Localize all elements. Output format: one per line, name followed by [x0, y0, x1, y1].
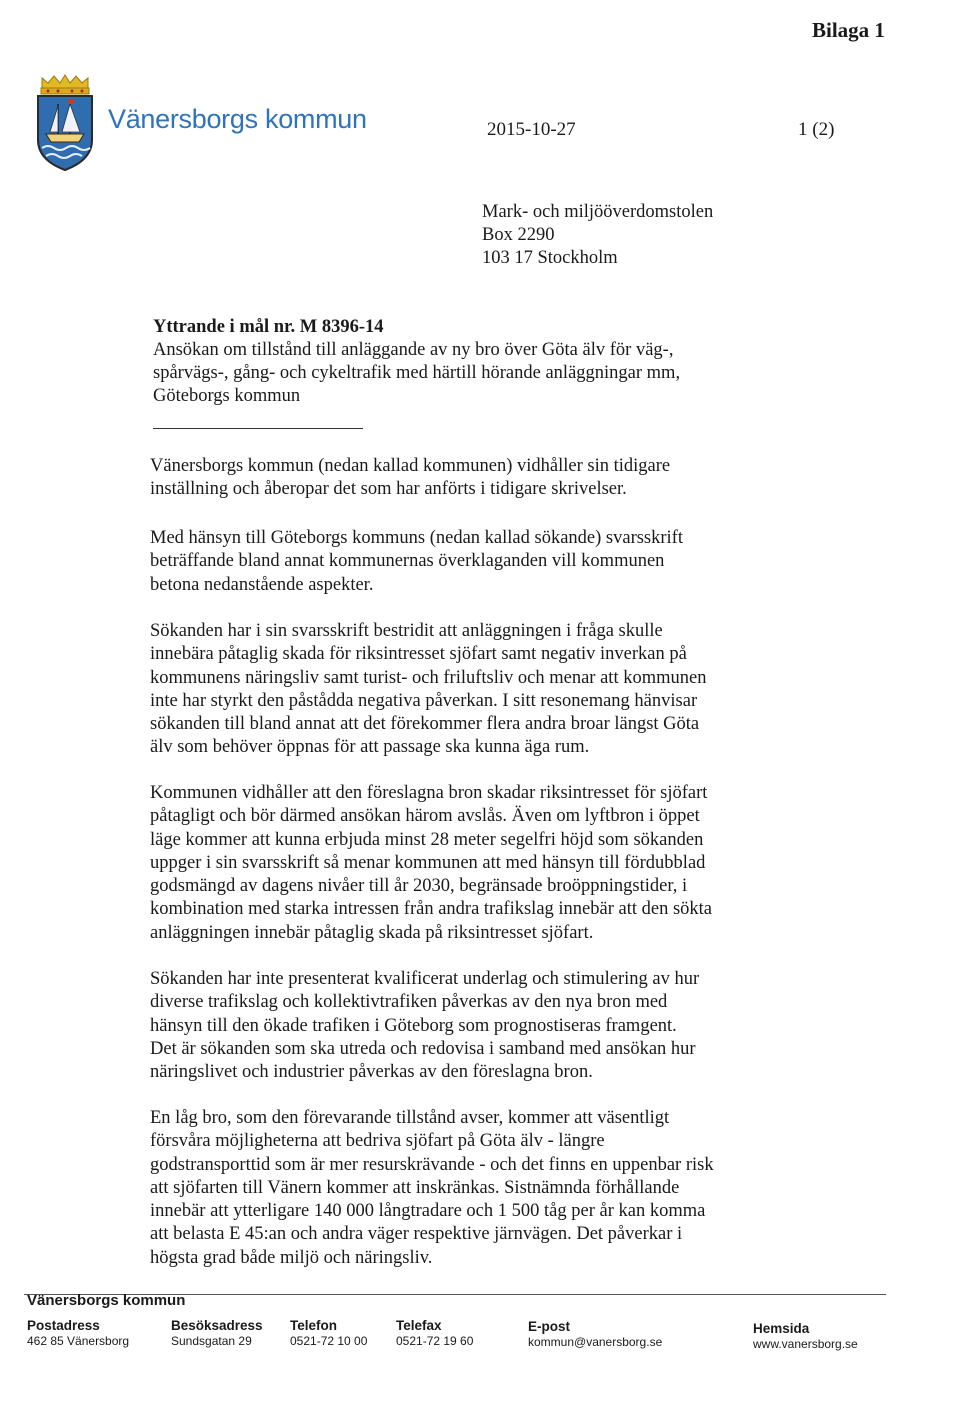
subject-divider — [153, 428, 363, 429]
footer-label: Besöksadress — [171, 1318, 263, 1333]
body-paragraph — [150, 968, 800, 1084]
footer-value: 0521-72 10 00 — [290, 1334, 368, 1348]
subject-line: spårvägs-, gång- och cykeltrafik med härtill hörande anläggningar mm, — [153, 363, 681, 383]
paragraph-line: godstransporttid som är mer resurskrävande - och det finns en uppenbar risk — [150, 1154, 714, 1175]
paragraph-line: betona nedanstående aspekter. — [150, 574, 374, 595]
body-paragraph — [150, 620, 800, 760]
footer-fax — [396, 1318, 473, 1348]
footer-website — [753, 1321, 858, 1351]
page-number: 1 (2) — [798, 119, 835, 140]
footer-organization: Vänersborgs kommun — [27, 1292, 186, 1309]
body-paragraph — [150, 1107, 800, 1270]
footer-email — [528, 1319, 662, 1349]
paragraph-line: En låg bro, som den förevarande tillstånd avser, kommer att väsentligt — [150, 1108, 670, 1128]
recipient-line: Mark- och miljööverdomstolen — [482, 202, 714, 222]
paragraph-line: näringslivet och industrier påverkas av den föreslagna bron. — [150, 1062, 593, 1083]
paragraph-line: Sökanden har inte presenterat kvalificerat underlag och stimulering av hur — [150, 969, 700, 989]
footer-value: www.vanersborg.se — [753, 1337, 858, 1351]
paragraph-line: älv som behöver öppnas för att passage ska kunna äga rum. — [150, 737, 590, 758]
paragraph-line: innebära påtaglig skada för riksintresset sjöfart samt negativ inverkan på — [150, 644, 687, 665]
footer-value: Sundsgatan 29 — [171, 1334, 252, 1348]
paragraph-line: Vänersborgs kommun (nedan kallad kommunen) vidhåller sin tidigare — [150, 456, 671, 476]
paragraph-line: kommunens näringsliv samt turist- och friluftsliv och menar att kommunen — [150, 667, 707, 688]
body-paragraph — [150, 527, 800, 597]
footer-value: kommun@vanersborg.se — [528, 1335, 663, 1349]
footer-postal-address — [27, 1318, 129, 1348]
paragraph-line: Med hänsyn till Göteborgs kommuns (nedan kallad sökande) svarsskrift — [150, 528, 683, 548]
paragraph-line: att belasta E 45:an och andra väger respektive järnvägen. Det påverkar i — [150, 1224, 683, 1245]
body-paragraph — [150, 782, 800, 945]
paragraph-line: påtagligt och bör därmed ansökan härom avslås. Även om lyftbron i öppet — [150, 806, 700, 827]
recipient-line: Box 2290 — [482, 225, 555, 245]
paragraph-line: att sjöfarten till Vänern kommer att inskränkas. Sistnämnda förhållande — [150, 1177, 680, 1198]
subject-block — [153, 316, 793, 408]
recipient-address — [482, 201, 713, 270]
paragraph-line: sökanden till bland annat att det förekommer flera andra broar längst Göta — [150, 714, 700, 735]
paragraph-line: inställning och åberopar det som har anförts i tidigare skrivelser. — [150, 479, 627, 500]
paragraph-line: Kommunen vidhåller att den föreslagna bron skadar riksintresset för sjöfart — [150, 783, 708, 803]
footer-value: 462 85 Vänersborg — [27, 1334, 130, 1348]
paragraph-line: godsmängd av dagens nivåer till år 2030, begränsade broöppningstider, i — [150, 876, 688, 897]
footer-value: 0521-72 19 60 — [396, 1334, 474, 1348]
footer-label: Telefax — [396, 1318, 442, 1333]
paragraph-line: Det är sökanden som ska utreda och redovisa i samband med ansökan hur — [150, 1038, 696, 1059]
subject-line: Göteborgs kommun — [153, 386, 301, 406]
paragraph-line: beträffande bland annat kommunernas överklaganden vill kommunen — [150, 551, 665, 572]
footer-label: E-post — [528, 1319, 570, 1334]
paragraph-line: uppger i sin svarsskrift så menar kommunen att med hänsyn till fördubblad — [150, 852, 706, 873]
paragraph-line: högsta grad både miljö och näringsliv. — [150, 1247, 433, 1268]
paragraph-line: anläggningen innebär påtaglig skada på riksintresset sjöfart. — [150, 922, 594, 943]
attachment-label: Bilaga 1 — [812, 18, 885, 42]
paragraph-line: inte har styrkt den påstådda negativa påverkan. I sitt resonemang hänvisar — [150, 690, 698, 711]
document-date: 2015-10-27 — [487, 119, 576, 140]
subject-line: Ansökan om tillstånd till anläggande av ny bro över Göta älv för väg-, — [153, 340, 674, 360]
body-paragraph — [150, 455, 800, 502]
paragraph-line: diverse trafikslag och kollektivtrafiken påverkas av den nya bron med — [150, 992, 668, 1013]
municipality-coat-of-arms-logo — [34, 74, 96, 172]
footer-phone — [290, 1318, 367, 1348]
paragraph-line: hänsyn till den ökade trafiken i Göteborg som prognostiseras framgent. — [150, 1015, 677, 1036]
recipient-line: 103 17 Stockholm — [482, 248, 618, 268]
paragraph-line: försvåra möjligheterna att bedriva sjöfart på Göta älv - längre — [150, 1131, 605, 1152]
paragraph-line: Sökanden har i sin svarsskrift bestridit att anläggningen i fråga skulle — [150, 621, 663, 641]
paragraph-line: kombination med starka intressen från andra trafikslag innebär att den sökta — [150, 899, 713, 920]
municipality-name: Vänersborgs kommun — [108, 104, 367, 134]
footer-label: Postadress — [27, 1318, 100, 1333]
subject-title: Yttrande i mål nr. M 8396-14 — [153, 317, 384, 337]
footer-visiting-address — [171, 1318, 263, 1348]
footer-label: Hemsida — [753, 1321, 810, 1336]
paragraph-line: innebär att ytterligare 140 000 långtradare och 1 500 tåg per år kan komma — [150, 1201, 706, 1222]
paragraph-line: läge kommer att kunna erbjuda minst 28 meter segelfri höjd som sökanden — [150, 829, 704, 850]
footer-label: Telefon — [290, 1318, 337, 1333]
